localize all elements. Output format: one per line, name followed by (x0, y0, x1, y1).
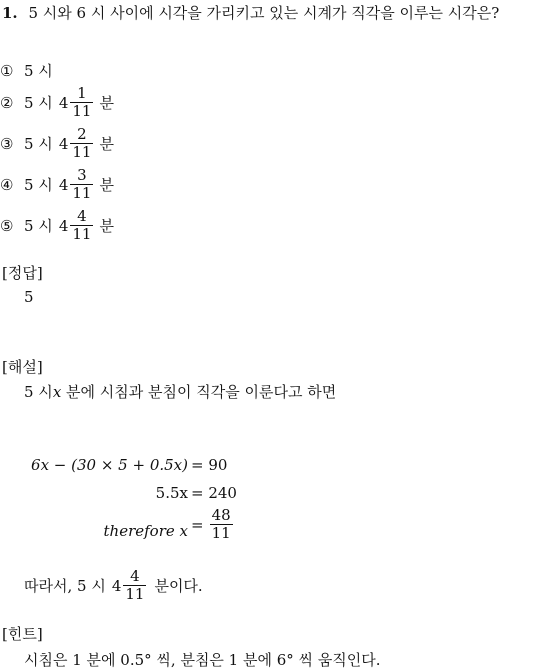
option-1[interactable] (0, 60, 53, 81)
option-fraction (70, 209, 93, 242)
explanation-intro-pre: 5 시 (24, 383, 53, 401)
fraction-denominator: 11 (72, 102, 92, 120)
conclusion-fraction (123, 569, 146, 602)
option-3[interactable] (0, 127, 114, 160)
option-text: 5 시 (24, 176, 53, 194)
conclusion-whole: 4 (111, 576, 122, 595)
fraction-denominator: 11 (72, 143, 92, 161)
fraction-numerator: 1 (77, 84, 87, 102)
fraction-numerator: 2 (77, 125, 87, 143)
option-whole: 4 (58, 175, 69, 194)
option-marker: ③ (0, 134, 14, 153)
conclusion-post: 분이다. (154, 577, 203, 595)
option-marker: ① (0, 61, 14, 80)
fraction-numerator: 3 (77, 166, 87, 184)
question-stem (2, 2, 499, 23)
option-text: 5 시 (24, 62, 53, 80)
hint-label: [힌트] (2, 625, 43, 643)
option-marker: ② (0, 93, 14, 112)
fraction-denominator: 11 (72, 184, 92, 202)
option-marker: ④ (0, 175, 14, 194)
option-2[interactable] (0, 86, 114, 119)
option-unit: 분 (99, 94, 114, 112)
option-unit: 분 (99, 135, 114, 153)
equation-2-right: = 240 (191, 484, 237, 502)
explanation-intro (24, 381, 336, 402)
explanation-label: [해설] (2, 358, 43, 376)
equation-3-equals: = (191, 515, 204, 534)
option-text: 5 시 (24, 135, 53, 153)
equation-1-left: 6x − (30 × 5 + 0.5x) (31, 456, 188, 474)
fraction-numerator: 4 (77, 207, 87, 225)
fraction-denominator: 11 (72, 225, 92, 243)
option-whole: 4 (58, 93, 69, 112)
fraction-numerator: 48 (211, 506, 231, 524)
hint-text: 시침은 1 분에 0.5° 씩, 분침은 1 분에 6° 씩 움직인다. (24, 651, 381, 669)
equation-3-right (191, 508, 235, 541)
answer-value: 5 (24, 288, 34, 306)
fraction-denominator: 11 (211, 524, 231, 542)
option-fraction (70, 168, 93, 201)
option-unit: 분 (99, 217, 114, 235)
option-unit: 분 (99, 176, 114, 194)
option-whole: 4 (58, 216, 69, 235)
fraction-numerator: 4 (130, 567, 140, 585)
option-fraction (70, 86, 93, 119)
variable-x: x (52, 383, 62, 401)
option-4[interactable] (0, 168, 114, 201)
option-whole: 4 (58, 134, 69, 153)
fraction-denominator: 11 (125, 585, 145, 603)
explanation-conclusion (24, 569, 203, 602)
question-text: 5 시와 6 시 사이에 시각을 가리키고 있는 시계가 직각을 이루는 시각은? (28, 4, 500, 22)
equation-3-fraction (210, 508, 233, 541)
answer-label: [정답] (2, 264, 43, 282)
question-number: 1. (2, 4, 18, 22)
option-marker: ⑤ (0, 216, 14, 235)
option-text: 5 시 (24, 94, 53, 112)
option-text: 5 시 (24, 217, 53, 235)
equation-1-right: = 90 (191, 456, 228, 474)
equation-3-left: therefore x (103, 522, 188, 540)
equation-2-left: 5.5x (155, 484, 188, 502)
conclusion-pre: 따라서, 5 시 (24, 577, 106, 595)
option-5[interactable] (0, 209, 114, 242)
option-fraction (70, 127, 93, 160)
explanation-intro-post: 분에 시침과 분침이 직각을 이룬다고 하면 (61, 383, 337, 401)
